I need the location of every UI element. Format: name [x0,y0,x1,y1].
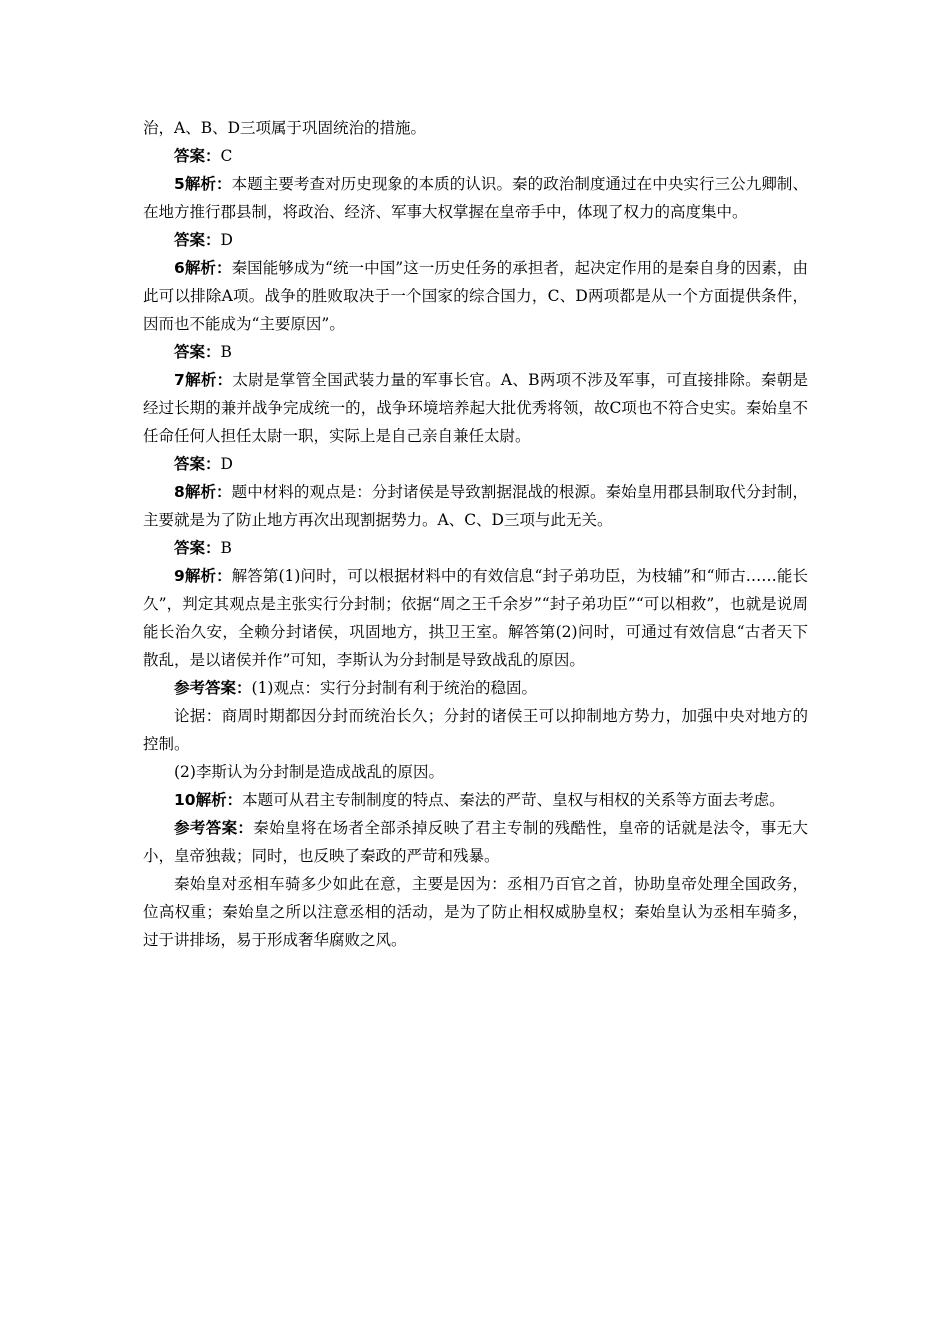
analysis-label: 7解析： [174,371,233,389]
reference-answer-9 [143,674,808,702]
answer-7 [143,450,808,478]
paragraph-text: 论据：商周时期都因分封而统治长久；分封的诸侯王可以抑制地方势力，加强中央对地方的控制。 [143,707,808,753]
answer-value: B [220,539,232,557]
document-body [143,114,808,954]
analysis-text: 本题主要考查对历史现象的本质的认识。秦的政治制度通过在中央实行三公九卿制、在地方推行郡县制，将政治、经济、军事大权掌握在皇帝手中，体现了权力的高度集中。 [143,175,808,221]
analysis-9 [143,562,808,674]
analysis-label: 8解析： [174,483,232,501]
answer-label: 答案： [174,231,221,249]
paragraph-text: 秦始皇对丞相车骑多少如此在意，主要是因为：丞相乃百官之首，协助皇帝处理全国政务，位高权重；秦始皇之所以注意丞相的活动，是为了防止相权威胁皇权；秦始皇认为丞相车骑多，过于讲排场，易于形成奢华腐败之风。 [143,875,808,949]
paragraph [143,702,808,758]
answer-value: B [220,343,232,361]
analysis-8 [143,478,808,534]
answer-5 [143,226,808,254]
analysis-label: 9解析： [174,567,232,585]
analysis-10 [143,786,808,814]
paragraph-text: (2)李斯认为分封制是造成战乱的原因。 [174,763,444,781]
answer-label: 答案： [174,455,221,473]
analysis-7 [143,366,808,450]
reference-answer-text: (1)观点：实行分封制有利于统治的稳固。 [251,679,537,697]
paragraph-text: 治，A、B、D三项属于巩固统治的措施。 [143,119,427,137]
answer-4 [143,142,808,170]
answer-8 [143,534,808,562]
analysis-text: 秦国能够成为“统一中国”这一历史任务的承担者，起决定作用的是秦自身的因素，由此可以排除A项。战争的胜败取决于一个国家的综合国力，C、D两项都是从一个方面提供条件，因而也不能成为“主要原因”。 [143,259,808,333]
paragraph [143,114,808,142]
answer-6 [143,338,808,366]
paragraph [143,758,808,786]
analysis-text: 题中材料的观点是：分封诸侯是导致割据混战的根源。秦始皇用郡县制取代分封制，主要就是为了防止地方再次出现割据势力。A、C、D三项与此无关。 [143,483,808,529]
analysis-text: 解答第(1)问时，可以根据材料中的有效信息“封子弟功臣，为枝辅”和“师古……能长久”，判定其观点是主张实行分封制；依据“周之王千余岁”“封子弟功臣”“可以相救”，也就是说周能长治久安，全赖分封诸侯，巩固地方，拱卫王室。解答第(2)问时，可通过有效信息“古者天下散乱，是以诸侯并作”可知，李斯认为分封制是导致战乱的原因。 [143,567,808,669]
analysis-label: 6解析： [174,259,232,277]
answer-value: D [220,231,233,249]
reference-answer-label: 参考答案： [174,679,252,697]
paragraph [143,870,808,954]
reference-answer-text: 秦始皇将在场者全部杀掉反映了君主专制的残酷性，皇帝的话就是法令，事无大小，皇帝独裁；同时，也反映了秦政的严苛和残暴。 [143,819,808,865]
analysis-label: 5解析： [174,175,232,193]
analysis-5 [143,170,808,226]
answer-label: 答案： [174,343,221,361]
answer-value: C [220,147,233,165]
answer-label: 答案： [174,147,221,165]
answer-value: D [220,455,233,473]
analysis-6 [143,254,808,338]
analysis-text: 本题可从君主专制制度的特点、秦法的严苛、皇权与相权的关系等方面去考虑。 [242,791,785,809]
answer-label: 答案： [174,539,221,557]
analysis-label: 10解析： [174,791,243,809]
analysis-text: 太尉是掌管全国武装力量的军事长官。A、B两项不涉及军事，可直接排除。秦朝是经过长期的兼并战争完成统一的，战争环境培养起大批优秀将领，故C项也不符合史实。秦始皇不任命任何人担任太尉一职，实际上是自己亲自兼任太尉。 [143,371,808,445]
reference-answer-10 [143,814,808,870]
reference-answer-label: 参考答案： [174,819,254,837]
